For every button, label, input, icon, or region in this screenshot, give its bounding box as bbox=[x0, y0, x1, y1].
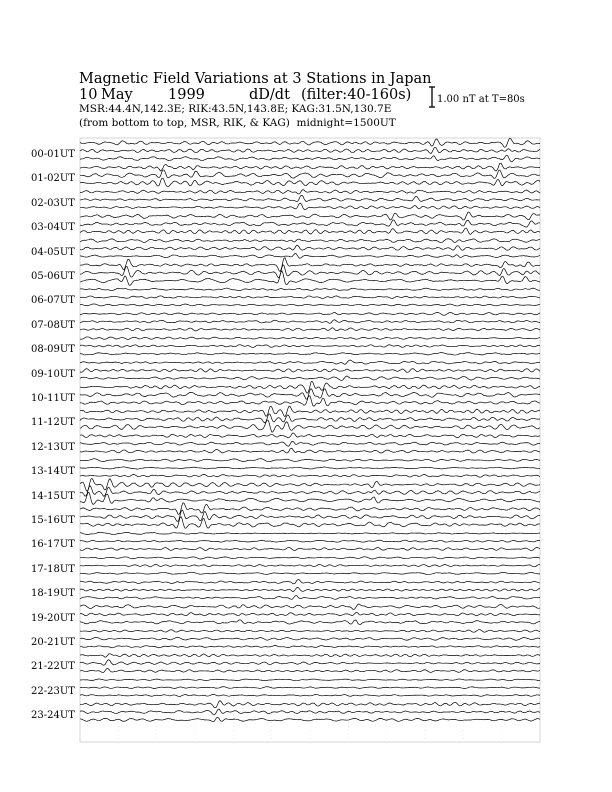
date-year: 1999 bbox=[168, 87, 205, 103]
row-label: 16-17UT bbox=[31, 539, 75, 551]
row-label: 09-10UT bbox=[31, 368, 75, 380]
date-month: May bbox=[101, 87, 133, 103]
trace-rik bbox=[80, 637, 540, 640]
trace-rik bbox=[80, 510, 540, 521]
trace-msr bbox=[80, 396, 540, 407]
trace-kag bbox=[80, 459, 540, 462]
scale-label: 1.00 nT at T=80s bbox=[437, 94, 525, 105]
trace-kag bbox=[80, 239, 540, 243]
trace-rik bbox=[80, 345, 540, 348]
row-label: 18-19UT bbox=[31, 588, 75, 600]
row-label: 01-02UT bbox=[31, 173, 75, 185]
trace-msr bbox=[80, 155, 540, 162]
row-label: 10-11UT bbox=[31, 393, 75, 404]
trace-msr bbox=[80, 717, 540, 721]
row-label: 21-22UT bbox=[31, 661, 75, 673]
row-label: 23-24UT bbox=[31, 710, 75, 722]
row-label: 11-12UT bbox=[31, 417, 75, 429]
row-label: 06-07UT bbox=[31, 295, 75, 307]
trace-kag bbox=[80, 630, 540, 633]
row-label: 22-23UT bbox=[31, 685, 75, 697]
trace-rik bbox=[80, 441, 540, 446]
row-label: 20-21UT bbox=[31, 637, 75, 648]
row-label: 04-05UT bbox=[31, 246, 75, 258]
trace-kag bbox=[80, 580, 540, 584]
trace-kag bbox=[80, 381, 540, 393]
trace-kag bbox=[80, 433, 540, 438]
row-label: 15-16UT bbox=[31, 515, 75, 526]
row-label: 00-01UT bbox=[31, 149, 75, 160]
trace-kag bbox=[80, 406, 540, 417]
date-day: 10 bbox=[79, 87, 98, 103]
trace-msr bbox=[80, 304, 540, 306]
trace-rik bbox=[80, 687, 540, 689]
trace-kag bbox=[80, 503, 540, 515]
row-label: 19-20UT bbox=[31, 612, 75, 624]
row-label: 03-04UT bbox=[31, 222, 75, 234]
plot-frame bbox=[80, 138, 540, 742]
row-label: 05-06UT bbox=[31, 271, 75, 282]
order-note: (from bottom to top, MSR, RIK, & KAG) bbox=[79, 117, 290, 129]
trace-kag bbox=[80, 258, 540, 272]
station-coordinates: MSR:44.4N,142.3E; RIK:43.5N,143.8E; KAG:31.5N,130.7E bbox=[79, 103, 392, 115]
trace-rik bbox=[80, 467, 540, 469]
quantity-label: dD/dt bbox=[249, 87, 290, 103]
row-label: 14-15UT bbox=[31, 490, 75, 502]
filter-label: (filter:40-160s) bbox=[301, 87, 412, 103]
row-label: 07-08UT bbox=[31, 319, 75, 331]
chart-title: Magnetic Field Variations at 3 Stations in Japan bbox=[79, 71, 432, 87]
trace-rik bbox=[80, 540, 540, 542]
trace-kag bbox=[80, 478, 540, 491]
trace-rik bbox=[80, 245, 540, 250]
trace-msr bbox=[80, 620, 540, 625]
midnight-note: midnight=1500UT bbox=[296, 117, 396, 129]
trace-msr bbox=[80, 228, 540, 234]
trace-kag bbox=[80, 288, 540, 291]
row-label: 08-09UT bbox=[31, 344, 75, 356]
trace-kag bbox=[80, 163, 540, 171]
trace-msr bbox=[80, 376, 540, 380]
trace-rik bbox=[80, 147, 540, 153]
row-label: 02-03UT bbox=[31, 197, 75, 209]
trace-msr bbox=[80, 646, 540, 648]
trace-msr bbox=[80, 178, 540, 187]
row-label: 12-13UT bbox=[31, 441, 75, 453]
trace-kag bbox=[80, 679, 540, 681]
row-label: 17-18UT bbox=[31, 563, 75, 575]
trace-rik bbox=[80, 369, 540, 373]
trace-rik bbox=[80, 220, 540, 227]
trace-rik bbox=[80, 389, 540, 399]
row-label: 13-14UT bbox=[31, 466, 75, 478]
